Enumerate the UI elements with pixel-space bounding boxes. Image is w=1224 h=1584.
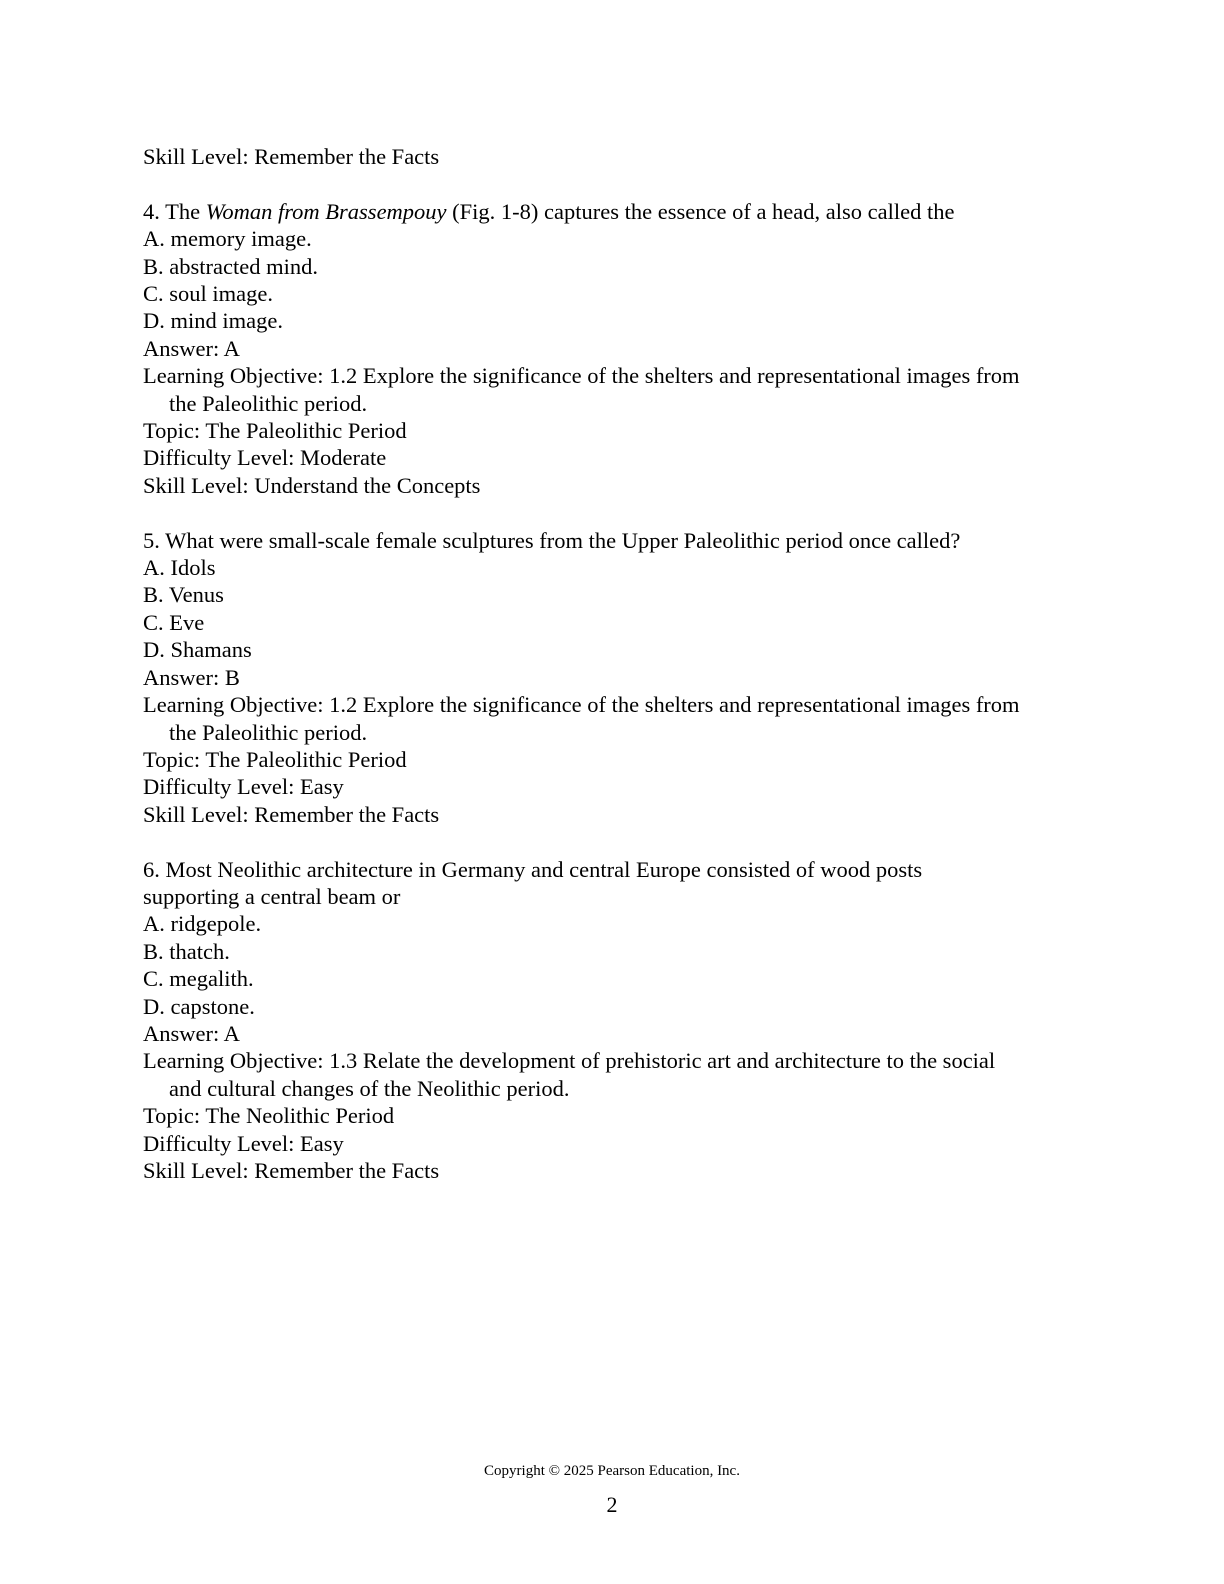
question-6-stem: 6. Most Neolithic architecture in Germany and central Europe consisted of wood posts (143, 856, 923, 882)
question-5-option-b: B. Venus (143, 582, 224, 608)
page-content (143, 143, 1083, 1184)
question-5-option-a: A. Idols (143, 555, 216, 581)
top-skill-level: Skill Level: Remember the Facts (143, 144, 440, 169)
question-4-difficulty: Difficulty Level: Moderate (143, 445, 387, 471)
question-5-objective-continued: the Paleolithic period. (169, 719, 368, 745)
question-4-title: Woman from Brassempouy (205, 198, 447, 224)
question-4-suffix: (Fig. 1-8) captures the essence of a head, also called the (446, 198, 955, 224)
question-5-option-c: C. Eve (143, 609, 205, 635)
question-5-topic: Topic: The Paleolithic Period (143, 746, 407, 772)
question-5-stem: 5. What were small-scale female sculptures from the Upper Paleolithic period once called? (143, 527, 961, 553)
question-5-objective: Learning Objective: 1.2 Explore the significance of the shelters and representational images from (143, 692, 1020, 718)
question-4-objective-continued: the Paleolithic period. (169, 390, 368, 416)
question-6-objective: Learning Objective: 1.3 Relate the development of prehistoric art and architecture to the social (143, 1048, 996, 1074)
question-5-option-d: D. Shamans (143, 637, 252, 663)
question-5 (143, 527, 1083, 828)
spacer (143, 170, 1083, 197)
spacer (143, 499, 1083, 526)
question-6-answer: Answer: A (143, 1020, 240, 1046)
question-4-topic: Topic: The Paleolithic Period (143, 418, 407, 444)
question-6-skill: Skill Level: Remember the Facts (143, 1157, 440, 1183)
question-6-topic: Topic: The Neolithic Period (143, 1103, 395, 1129)
question-6-option-a: A. ridgepole. (143, 911, 262, 937)
question-4 (143, 198, 1083, 499)
question-4-option-d: D. mind image. (143, 308, 283, 334)
question-4-objective: Learning Objective: 1.2 Explore the significance of the shelters and representational images from (143, 363, 1020, 389)
question-4-option-b: B. abstracted mind. (143, 253, 318, 279)
question-5-answer: Answer: B (143, 664, 240, 690)
question-6-objective-continued: and cultural changes of the Neolithic period. (169, 1075, 570, 1101)
question-4-option-a: A. memory image. (143, 226, 312, 252)
question-6-stem-continued: supporting a central beam or (143, 883, 401, 909)
question-6-option-c: C. megalith. (143, 966, 254, 992)
question-6-difficulty: Difficulty Level: Easy (143, 1130, 344, 1156)
question-6-option-d: D. capstone. (143, 993, 255, 1019)
spacer (143, 828, 1083, 855)
question-4-option-c: C. soul image. (143, 281, 273, 307)
question-4-skill: Skill Level: Understand the Concepts (143, 472, 481, 498)
question-4-answer: Answer: A (143, 335, 240, 361)
question-4-stem (143, 198, 1083, 225)
page-number: 2 (606, 1492, 618, 1517)
question-6 (143, 856, 1083, 1185)
question-4-prefix: 4. The (143, 198, 206, 224)
footer-copyright: Copyright © 2025 Pearson Education, Inc. (484, 1463, 740, 1479)
question-6-option-b: B. thatch. (143, 938, 230, 964)
question-5-skill: Skill Level: Remember the Facts (143, 801, 440, 827)
question-5-difficulty: Difficulty Level: Easy (143, 774, 344, 800)
